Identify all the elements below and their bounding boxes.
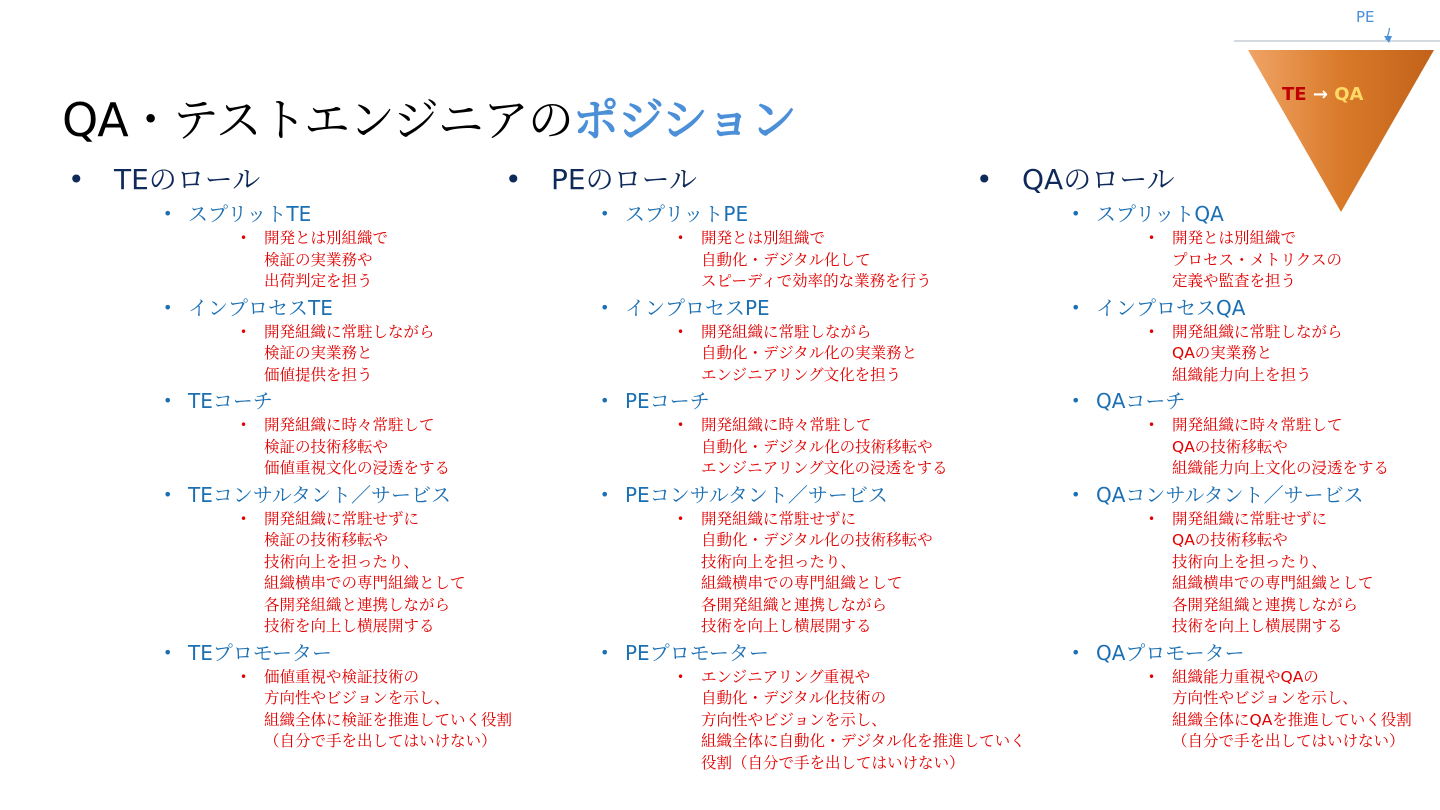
role-name-text: PEコンサルタント／サービス: [625, 482, 888, 507]
description-line: 各開発組織と連携しながら: [264, 595, 451, 614]
description-line: 開発組織に常駐しながら: [264, 322, 435, 341]
description-line: QAの技術移転や: [1172, 437, 1288, 456]
description-line: 開発とは別組織で: [701, 229, 826, 247]
role-name: [600, 481, 1026, 509]
description-line: 自動化・デジタル化して: [701, 250, 871, 269]
role-description: [677, 667, 1026, 775]
bullet-icon: •: [68, 163, 85, 196]
role-name-text: スプリットPE: [625, 202, 749, 226]
role-name-text: TEコーチ: [188, 389, 273, 413]
te-roles-column: [68, 160, 512, 754]
role-name: [1071, 200, 1412, 228]
bullet-icon: •: [1071, 297, 1081, 317]
role-name: [600, 200, 1026, 228]
bullet-icon: •: [677, 231, 685, 245]
bullet-icon: •: [1071, 391, 1081, 410]
role-description: [240, 322, 512, 387]
description-line: 開発組織に常駐せずに: [264, 509, 420, 528]
bullet-icon: •: [163, 391, 173, 410]
role-description: [677, 509, 1026, 638]
description-line: 検証の実業務や: [264, 250, 373, 269]
description-line: 組織能力重視やQAの: [1172, 667, 1319, 686]
role-description: [1148, 228, 1412, 293]
description-line: 価値重視文化の浸透をする: [264, 459, 451, 477]
role-description: [1148, 322, 1412, 387]
description-line: 組織横串での専門組織として: [701, 574, 903, 592]
te-to-qa-label: [1282, 84, 1363, 105]
bullet-icon: •: [1071, 642, 1081, 662]
bullet-icon: •: [976, 163, 993, 196]
arrow-text: →: [1312, 84, 1328, 105]
description-line: 組織全体に自動化・デジタル化を推進していく: [701, 732, 1026, 750]
description-line: 開発とは別組織で: [264, 229, 389, 247]
role-name-text: QAプロモーター: [1096, 640, 1245, 665]
description-line: 組織全体に検証を推進していく役割: [264, 710, 513, 729]
bullet-icon: •: [163, 484, 173, 504]
description-line: 自動化・デジタル化技術の: [701, 689, 887, 707]
bullet-icon: •: [1148, 511, 1156, 526]
title-accent: ポジション: [572, 93, 796, 147]
role-name-text: インプロセスTE: [188, 295, 333, 320]
role-description: [677, 322, 1026, 387]
description-line: 技術向上を担ったり、: [1172, 552, 1328, 571]
role-name: [163, 294, 512, 322]
description-line: 組織横串での専門組織として: [1172, 574, 1374, 592]
role-name: [600, 639, 1026, 667]
description-line: 方向性やビジョンを示し、: [264, 689, 450, 707]
bullet-icon: •: [163, 642, 173, 662]
description-line: エンジニアリング文化を担う: [701, 365, 902, 384]
description-line: 方向性やビジョンを示し、: [1172, 689, 1358, 707]
bullet-icon: •: [600, 204, 610, 223]
bullet-icon: •: [240, 669, 248, 684]
bullet-icon: •: [240, 324, 248, 339]
role-name-text: スプリットQA: [1096, 202, 1224, 226]
description-line: 役割（自分で手を出してはいけない）: [701, 753, 965, 772]
description-line: 技術向上を担ったり、: [264, 552, 420, 571]
role-description: [240, 415, 512, 480]
pe-pointer-arrowhead: [1384, 36, 1392, 43]
description-line: （自分で手を出してはいけない）: [1172, 732, 1405, 750]
column-heading: [976, 160, 1412, 200]
description-line: 開発とは別組織で: [1172, 229, 1297, 247]
description-line: 自動化・デジタル化の実業務と: [701, 344, 918, 362]
description-line: 出荷判定を担う: [264, 272, 373, 290]
bullet-icon: •: [1071, 204, 1081, 223]
description-line: QAの技術移転や: [1172, 531, 1288, 549]
role-description: [1148, 667, 1412, 753]
column-heading-text: QAのロール: [1022, 163, 1175, 196]
description-line: スピーディで効率的な業務を行う: [701, 272, 932, 290]
role-description: [240, 228, 512, 293]
description-line: 技術を向上し横展開する: [701, 617, 872, 635]
role-description: [677, 415, 1026, 480]
role-name: [600, 294, 1026, 322]
bullet-icon: •: [677, 669, 685, 684]
column-heading-text: TEのロール: [114, 163, 261, 196]
bullet-icon: •: [1071, 484, 1081, 504]
description-line: QAの実業務と: [1172, 344, 1273, 362]
role-description: [240, 667, 512, 753]
description-line: プロセス・メトリクスの: [1172, 250, 1343, 269]
bullet-icon: •: [240, 231, 248, 245]
description-line: 組織能力向上を担う: [1172, 365, 1312, 384]
description-line: 各開発組織と連携しながら: [701, 595, 888, 614]
description-line: 価値提供を担う: [264, 365, 373, 384]
description-line: 技術を向上し横展開する: [1172, 617, 1343, 635]
role-description: [1148, 415, 1412, 480]
description-line: 方向性やビジョンを示し、: [701, 710, 887, 729]
bullet-icon: •: [163, 297, 173, 317]
bullet-icon: •: [1148, 669, 1156, 684]
role-name: [1071, 294, 1412, 322]
description-line: 開発組織に時々常駐して: [1172, 416, 1343, 434]
role-name: [163, 639, 512, 667]
column-heading: [505, 160, 1026, 200]
role-name-text: TEコンサルタント／サービス: [188, 482, 452, 507]
description-line: 組織全体にQAを推進していく役割: [1172, 710, 1412, 729]
description-line: 組織能力向上文化の浸透をする: [1172, 459, 1390, 477]
description-line: 各開発組織と連携しながら: [1172, 595, 1359, 614]
bullet-icon: •: [600, 297, 610, 317]
role-name-text: QAコンサルタント／サービス: [1096, 482, 1364, 507]
role-name-text: PEコーチ: [625, 389, 710, 413]
role-name: [163, 481, 512, 509]
description-line: 組織横串での専門組織として: [264, 574, 466, 592]
qa-roles-column: [976, 160, 1412, 754]
role-name-text: インプロセスPE: [625, 295, 770, 320]
pe-roles-column: [505, 160, 1026, 775]
role-name-text: PEプロモーター: [625, 640, 769, 665]
page-title: [62, 84, 796, 150]
description-line: 検証の実業務と: [264, 344, 373, 362]
role-description: [240, 509, 512, 638]
bullet-icon: •: [600, 391, 610, 410]
bullet-icon: •: [677, 511, 685, 526]
role-name-text: TEプロモーター: [188, 640, 333, 665]
description-line: 技術を向上し横展開する: [264, 617, 435, 635]
description-line: 自動化・デジタル化の技術移転や: [701, 531, 933, 549]
description-line: 自動化・デジタル化の技術移転や: [701, 437, 933, 456]
role-name: [163, 200, 512, 228]
column-heading-text: PEのロール: [551, 163, 698, 196]
description-line: 開発組織に常駐しながら: [1172, 322, 1343, 341]
bullet-icon: •: [600, 484, 610, 504]
description-line: エンジニアリング文化の浸透をする: [701, 459, 948, 477]
description-line: 技術向上を担ったり、: [701, 552, 857, 571]
description-line: 開発組織に時々常駐して: [701, 416, 872, 434]
description-line: エンジニアリング重視や: [701, 667, 871, 686]
description-line: 価値重視や検証技術の: [264, 667, 420, 686]
role-name-text: QAコーチ: [1096, 389, 1186, 413]
title-main: QA・テストエンジニアの: [62, 93, 573, 147]
role-name: [600, 387, 1026, 415]
qa-text: QA: [1334, 84, 1364, 105]
description-line: 開発組織に常駐しながら: [701, 322, 872, 341]
bullet-icon: •: [163, 204, 173, 223]
bullet-icon: •: [677, 418, 685, 432]
description-line: （自分で手を出してはいけない）: [264, 732, 497, 750]
bullet-icon: •: [240, 511, 248, 526]
bullet-icon: •: [677, 324, 685, 339]
description-line: 定義や監査を担う: [1172, 272, 1297, 290]
description-line: 開発組織に時々常駐して: [264, 416, 435, 434]
role-name: [163, 387, 512, 415]
description-line: 開発組織に常駐せずに: [1172, 509, 1328, 528]
role-name-text: スプリットTE: [188, 202, 312, 226]
bullet-icon: •: [1148, 418, 1156, 432]
role-name-text: インプロセスQA: [1096, 295, 1246, 320]
role-name: [1071, 481, 1412, 509]
role-description: [1148, 509, 1412, 638]
pe-label: PE: [1356, 8, 1375, 26]
bullet-icon: •: [1148, 231, 1156, 245]
role-name: [1071, 387, 1412, 415]
bullet-icon: •: [240, 418, 248, 432]
bullet-icon: •: [1148, 324, 1156, 339]
column-heading: [68, 160, 512, 200]
role-name: [1071, 639, 1412, 667]
bullet-icon: •: [505, 163, 522, 196]
description-line: 検証の技術移転や: [264, 531, 389, 549]
description-line: 検証の技術移転や: [264, 437, 389, 456]
bullet-icon: •: [600, 642, 610, 662]
te-text: TE: [1282, 84, 1307, 105]
description-line: 開発組織に常駐せずに: [701, 509, 857, 528]
role-description: [677, 228, 1026, 293]
